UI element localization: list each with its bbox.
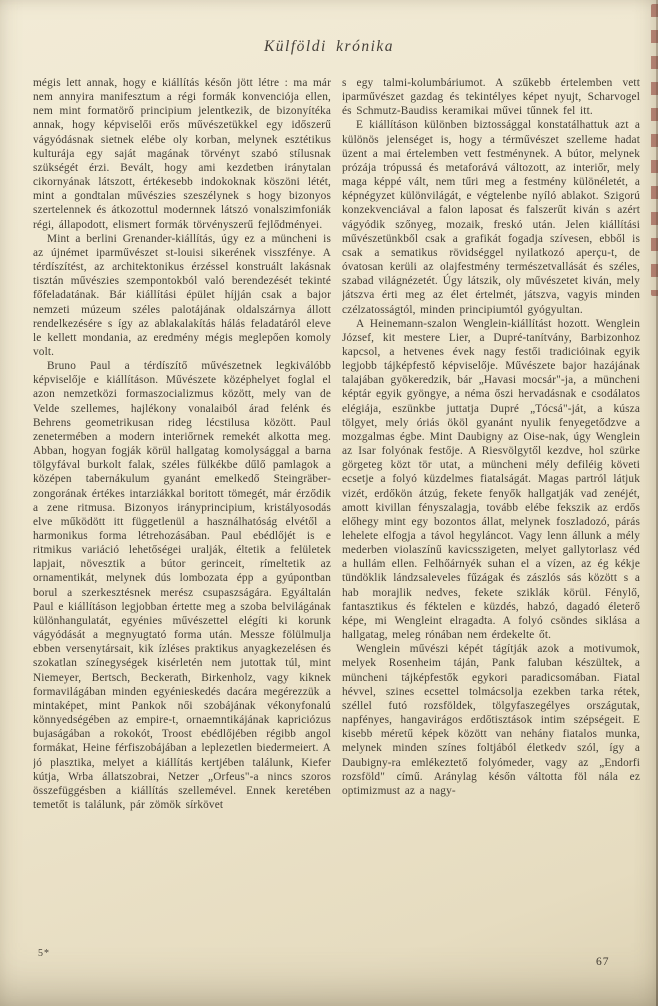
paragraph: A Heinemann-szalon Wenglein-kiállítást hozott. Wenglein József, kit mestere Lier, a Dupré-tanítvány, Barbizonhoz kapcsol, a hetvenes évek nagy festői tradicióinak egyik legjobb tájképfestő képviselője. Művészete bajor hazájának talajában gyökeredzik, bár „Havasi mocsár"-ja, a müncheni képtár egyik gyöngye, a néma őszi hervadásnak e csodálatos elégiája, eszünkbe juttatja Dupré „Tócsá"-ját, a kúsza tölgyet, mely óriás ököl gyanánt nyulik fenyegetődzve a mozgalmas égbe. Mint Daubigny az Oise-nak, úgy Wenglein az Isar folyónak festője. A Riesvölgytől kezdve, hol szürke görgeteg közt tör utat, a müncheni mély defiléig követi ecsetje a folyó küzdelmes fiatalságát. Magas partról látjuk vizét, erdőkön átzúg, fekete fenyők hallgatják vad zenéjét, amott kivillan fényszalagja, tovább elébe fekszik az erdős előhegy mint egy bozontos állat, melynek foszladozó, párás lehelete elfogja a távol hegyláncot. Vagy lenn állunk a mély mederben violaszínű kavicsszigeten, melyet gallytorlasz véd a hullám ellen. Felhőárnyék suhan el a vízen, az ég kékje tündöklik lándzsaleveles fűzágak és zászlós sás között s a hab morajlik nedves, fekete sziklák körül. Fénylő, fantasztikus és féktelen e küzdés, habzó, dagadó életerő képe, mi Wengleint elragadta. A folyó csöndes siklása a hallgatag, meleg rónában nem érdekelte őt.: [342, 317, 640, 642]
paragraph: Wenglein művészi képét tágítják azok a motivumok, melyek Rosenheim táján, Pank faluban készültek, a müncheni tájképfestők egykori paradicsomában. Fiatal hévvel, szines ecsettel tolmácsolja ezekben tarka rétek, széllel futó rozsföldek, tölgyfaszegélyes országutak, napfényes, hangavirágos erdőtisztások intim szépségeit. E kisebb méretű képek között van nehány fiatalos munka, melynek minden színes foltjából életkedv szól, így a Daubigny-ra emlékeztető folyómeder, vagy az „Endorfi rozsföld" című. Aránylag későn váltotta föl nála ez optimizmust az a nagy-: [342, 643, 640, 797]
right-column: [342, 76, 640, 960]
page-number: 67: [596, 956, 610, 968]
paragraph: mégis lett annak, hogy e kiállítás későn jött létre : ma már nem annyira manifesztum a régi formák konvenciója ellen, nem mint formatörő principium jelentkezik, de bizonyítéka annak, hogy képviselői erős művészetükkel egy időszerű vágyódásnak sietnek elébe oly korban, melynek esztétikus kulturája egy saját magának törvényt szabó stílusnak szükségét érzi. Bevált, hogy ami kezdetben iránytalan cikornyának látszott, értékesebb indokoknak köszöni létét, mint a gondtalan művészies szeszélynek s hogy bizonyos szertelennek és átkozottul modernnek látszó vonalszimfoniák régi, állapodott, elismert formák törvényszerű fejlődményei.: [33, 77, 331, 231]
paragraph: s egy talmi-kolumbáriumot. A szűkebb értelemben vett iparművészet gazdag és tekintélyes képet nyujt, Scharvogel és Schmutz-Baudiss keramikai művei tűnnek fel itt.: [342, 77, 640, 118]
text-columns: [33, 76, 640, 960]
left-column: [33, 76, 331, 960]
paragraph: Mint a berlini Grenander-kiállítás, úgy ez a müncheni is az újnémet iparművészet st-louisi sikerének visszfénye. A térdíszítést, az architektonikus érzéssel konstruált lakásnak tisztán művészies szempontokból való berendezését tekinté főfeladatának. Bár kiállítási épület híjján csak a bajor nemzeti múzeum széles palotájának oldalszárnya állott rendelkezésére s így az ablakalakítás hálás feladatáról eleve le kellett mondania, az eredmény mégis meglepően komoly volt.: [33, 232, 331, 358]
paragraph: E kiállításon különben biztossággal konstatálhattuk azt a különös jelenséget is, hogy a térművészet szelleme hadat üzent a mai értelemben vett festménynek. A bútor, melynek prózája trópussá és metaforává változott, az interiőr, mely maga képpé vált, nem tűri meg a festmény különéletét, a képnégyzet különvilágát, e végtelenbe nyíló ablakot. Szigorú konzekvenciával a falon laposat és falszerűt kiván s azért vágyódik szőnyeg, mozaik, freskó után. Jelen kiállítási művészetünkből csak a grafikát fogadja szívesen, ebből is csak a sematikus rövidséggel nyilatkozó aperçu-t, de óvatosan kerüli az olajfestmény természetvallását és széles, szabad világnézetét. Úgy látszik, oly művészetet kiván, mely játszva érti meg az élet értelmét, játszva, vagyis minden czélzatosságtól, minden principiumtól gyógyultan.: [342, 119, 640, 316]
paragraph: Bruno Paul a térdíszítő művészetnek legkiválóbb képviselője e kiállításon. Művészete középhelyet foglal el azon nemzetközi formaszocializmus között, mely van de Velde szellemes, hajlékony vonalaiból árad felénk és Behrens geometrikusan rideg lécstilusa között. Paul zenetermében a modern interiőrnek remekét alkotta meg. Abban, hogyan fogják körül hallgatag komolysággal a barna tölgyfával burkolt falak, széles fülkékbe dűlő pamlagok a középen tabernákulum gyanánt emelkedő Steingräber-zongorának értékes intarziákkal boritott tömegét, már érződik a zene ritmusa. Bizonyos irányprincipium, kristályosodás elve működött itt függetlenül a használhatóság elvétől a harmonikus forma létrehozásában. Paul ebédlőjét is e ritmikus variáció lehetőségei uralják, éltetik a felületek lapjait, növesztik a bútor gerinceit, rímeltetik az ornamentikát, melynek dús lombozata épp a gyúpontban borul a szerkesztésnek merész csupaszságára. Egyáltalán Paul e kiállításon legjobban értette meg a szoba belvilágának különhangulatát, egyénies művészettel elégíti ki korunk vágyódását a megnyugtató forma után. Messze fölülmulja ebben versenytársait, kik ízléses praktikus anyagkezelésen és szokatlan színegységek kisérletén nem jutottak túl, mint Niemeyer, Bertsch, Beckerath, Birkenholz, vagy kiknek formavilágában minden egyénieskedés dacára megérezzük a mintaképet, mint Pankok női szobájának vékonyfonalú könnyedségében az empire-t, ornaemntikájának kapriciózus bujaságában a rokokót, Troost ebédlőjében régibb angol formákat, Heine férfiszobájában a leplezetlen biedermeiert. A jó plasztika, melyet a kiállítás kertjében találunk, Kiefer kútja, Wrba állatszobrai, Netzer „Orfeus"-a nincs szoros összefüggésben a kiállítás szellemével. Ennek keretében temetőt is találunk, pár zömök sírkövet: [33, 360, 331, 811]
page-title: Külföldi krónika: [263, 38, 395, 55]
signature-mark: 5*: [38, 948, 50, 959]
